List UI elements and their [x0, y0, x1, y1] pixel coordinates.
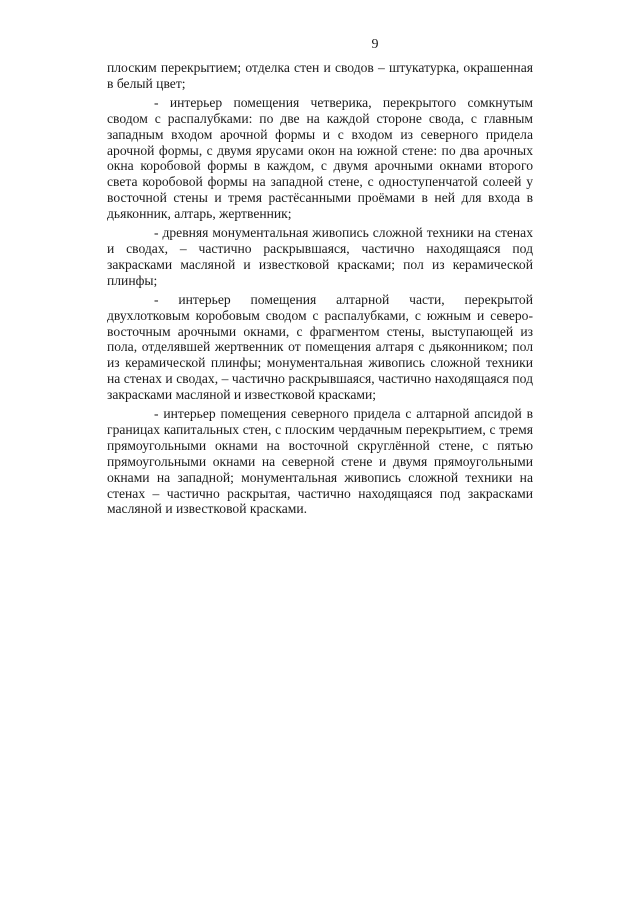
paragraph-ancient-painting: - древняя монументальная живопись сложной техники на стенах и сводах, – частично раскрывшаяся, частично находящаяся под закрасками масляной и известковой красками; пол из керамической плинфы;: [107, 225, 533, 288]
paragraph-north-chapel-interior: - интерьер помещения северного придела с алтарной апсидой в границах капитальных стен, с плоским чердачным перекрытием, с тремя прямоугольными окнами на восточной скруглённой стене, с пятью прямоугольными окнами на северной стене и двумя прямоугольными окнами на западной; монументальная живопись сложной техники на стенах – частично раскрытая, частично находящаяся под закрасками масляной и известковой красками.: [107, 406, 533, 517]
page-number: 9: [371, 37, 379, 52]
paragraph-continuation: плоским перекрытием; отделка стен и сводов – штукатурка, окрашенная в белый цвет;: [107, 60, 533, 91]
document-body: [107, 60, 533, 517]
paragraph-chetverik-interior: - интерьер помещения четверика, перекрытого сомкнутым сводом с распалубками: по две на каждой стороне свода, с главным западным входом арочной формы и с входом из северного придела арочной формы, с двумя ярусами окон на южной стене: по два арочных окна коробовой формы в каждом, с двумя арочными окнами второго света коробовой формы на западной стене, с одноступенчатой солеей у восточной стены и тремя растёсанными проёмами в ней для входа в дьяконник, алтарь, жертвенник;: [107, 94, 533, 222]
paragraph-altar-interior: - интерьер помещения алтарной части, перекрытой двухлотковым коробовым сводом с распалубками, с южным и северо-восточным арочными окнами, с фрагментом стены, выступающей из пола, отделявшей жертвенник от помещения алтаря с дьяконником; пол из керамической плинфы; монументальная живопись сложной техники на стенах и сводах, – частично раскрывшаяся, частично находящаяся под закрасками масляной и известковой красками;: [107, 291, 533, 403]
